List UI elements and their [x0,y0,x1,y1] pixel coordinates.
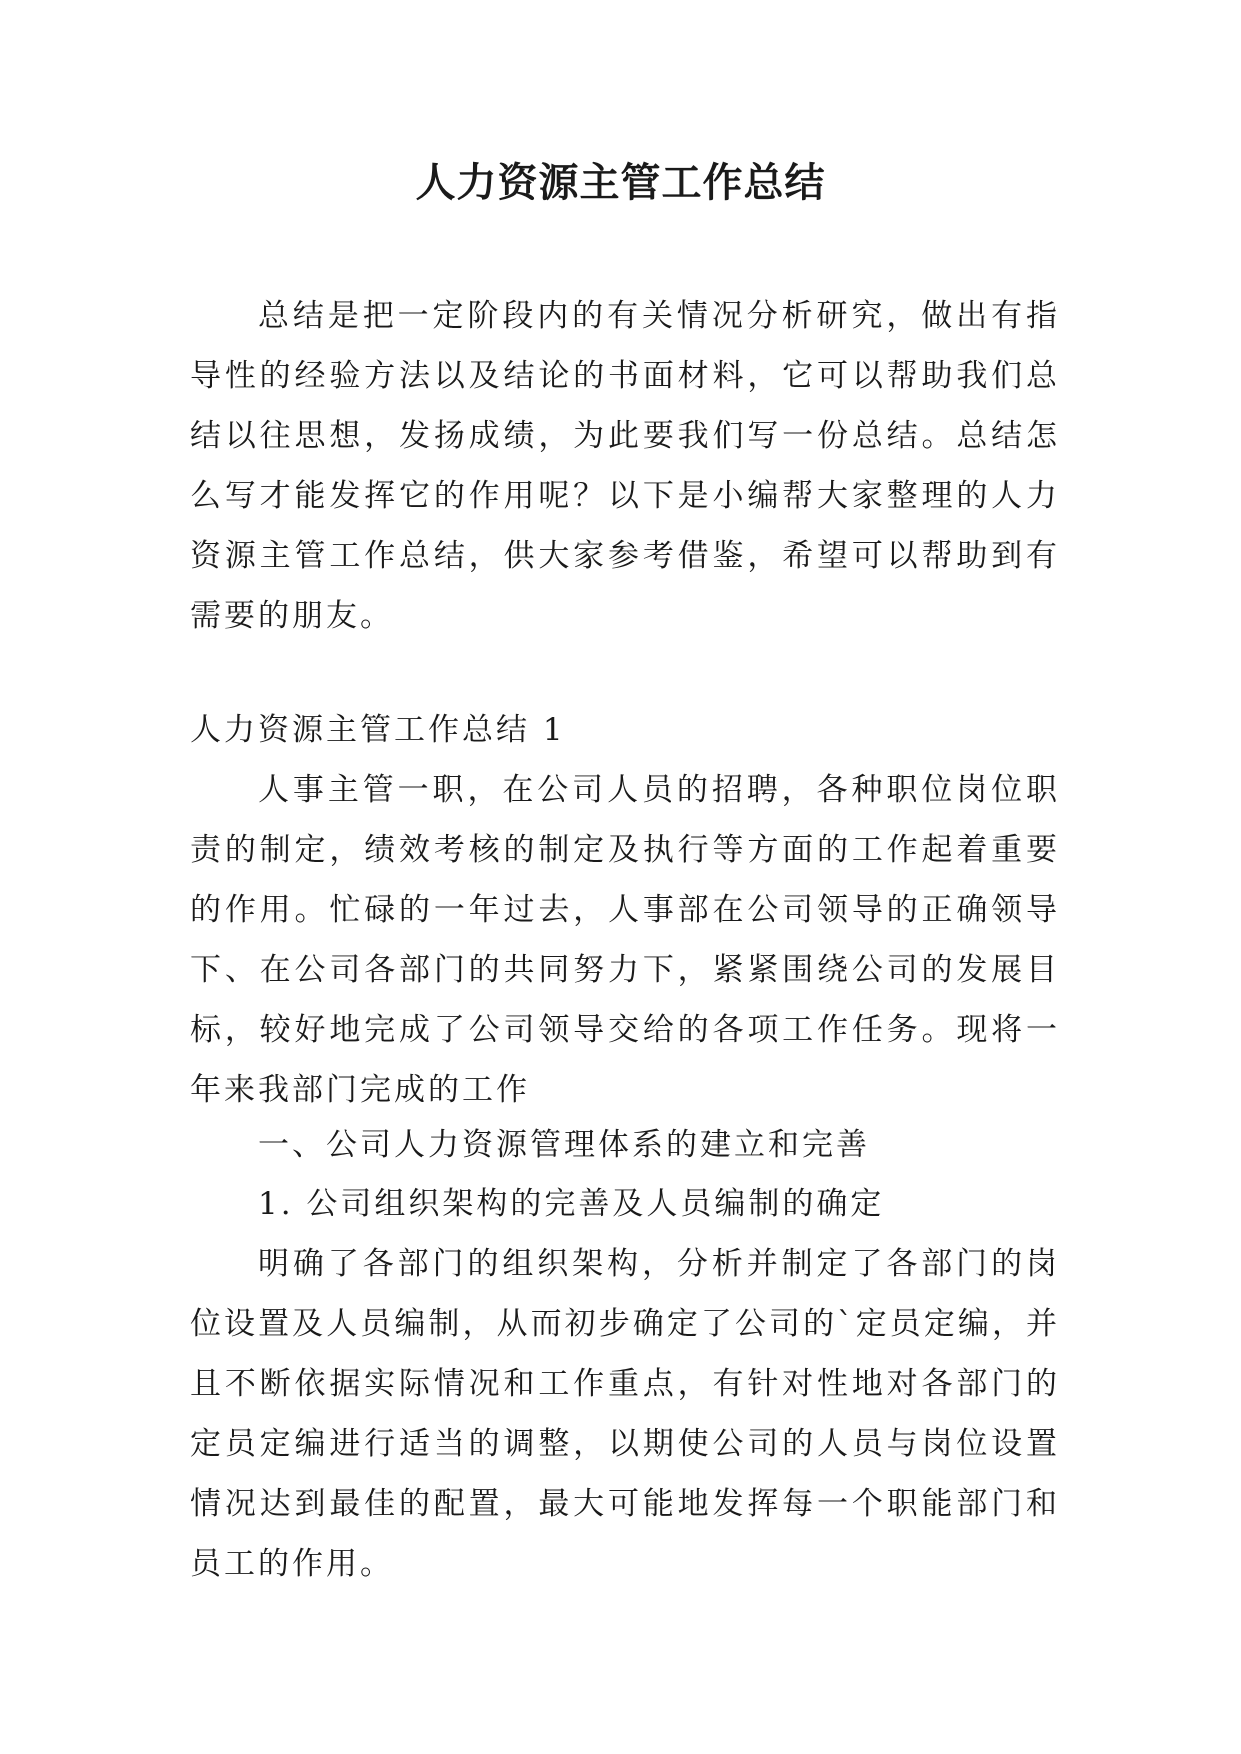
body-paragraph: 人事主管一职，在公司人员的招聘，各种职位岗位职责的制定，绩效考核的制定及执行等方面的工作起着重要的作用。忙碌的一年过去，人事部在公司领导的正确领导下、在公司各部门的共同努力下，紧紧围绕公司的发展目标，较好地完成了公司领导交给的各项工作任务。现将一年来我部门完成的工作 [190,772,1060,1108]
section-title: 人力资源主管工作总结 1 [190,712,566,748]
section-heading: 一、公司人力资源管理体系的建立和完善 [258,1127,870,1163]
intro-paragraph: 总结是把一定阶段内的有关情况分析研究，做出有指导性的经验方法以及结论的书面材料，它可以帮助我们总结以往思想，发扬成绩，为此要我们写一份总结。总结怎么写才能发挥它的作用呢？以下是小编帮大家整理的人力资源主管工作总结，供大家参考借鉴，希望可以帮助到有需要的朋友。 [190,298,1060,634]
subsection-heading: 1. 公司组织架构的完善及人员编制的确定 [258,1186,885,1222]
document-title: 人力资源主管工作总结 [415,159,826,206]
body-paragraph: 明确了各部门的组织架构，分析并制定了各部门的岗位设置及人员编制，从而初步确定了公司的`定员定编，并且不断依据实际情况和工作重点，有针对性地对各部门的定员定编进行适当的调整，以期使公司的人员与岗位设置情况达到最佳的配置，最大可能地发挥每一个职能部门和员工的作用。 [190,1246,1060,1582]
